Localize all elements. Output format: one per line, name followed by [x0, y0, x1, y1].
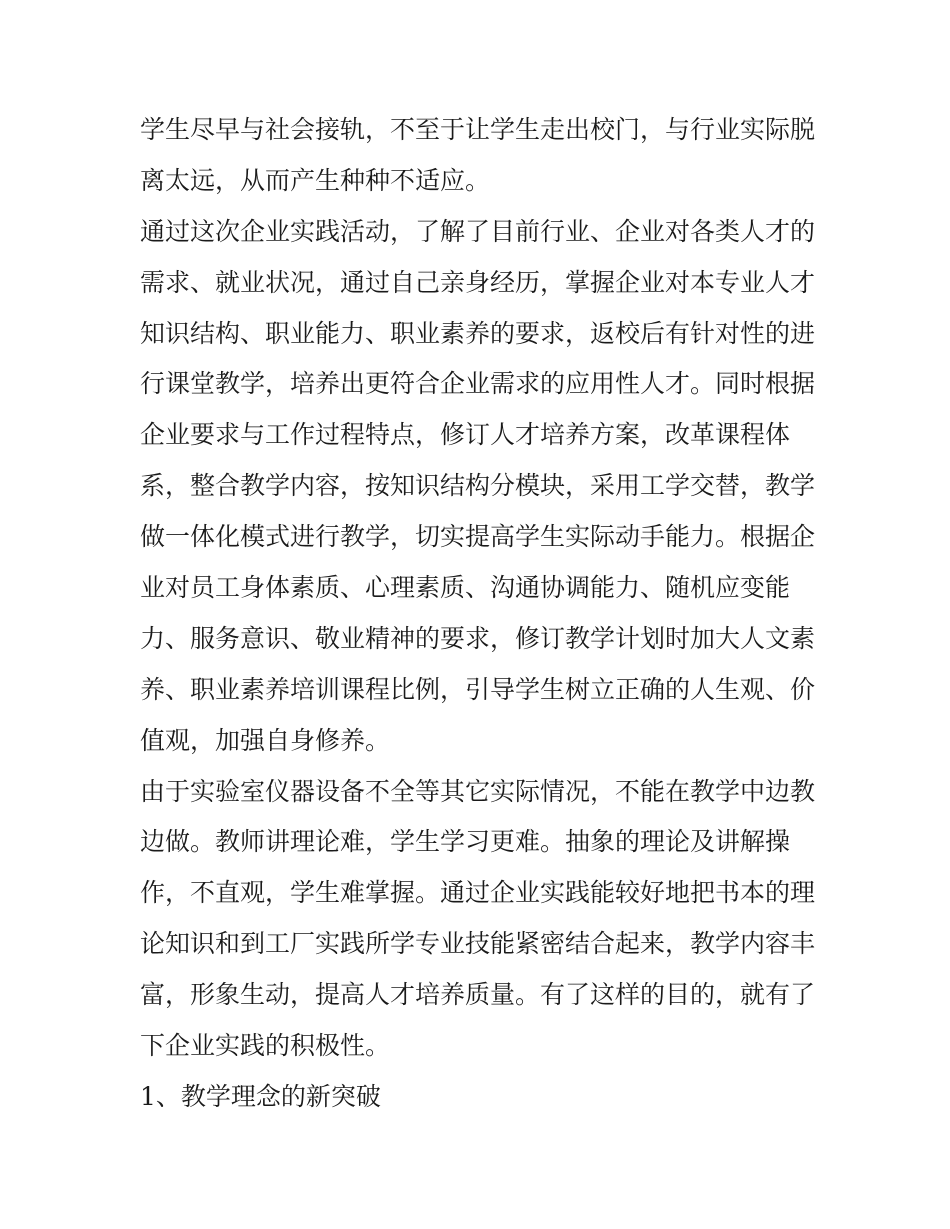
document-body	[140, 105, 820, 1123]
heading-line: 1、教学理念的新突破	[140, 1081, 381, 1111]
text-line: 值观，加强自身修养。	[140, 725, 391, 755]
text-line: 系，整合教学内容，按知识结构分模块，采用工学交替，教学	[140, 471, 816, 501]
text-line: 需求、就业状况，通过自己亲身经历，掌握企业对本专业人才	[140, 267, 816, 297]
text-line: 论知识和到工厂实践所学专业技能紧密结合起来，教学内容丰	[140, 929, 816, 959]
text-line: 学生尽早与社会接轨，不至于让学生走出校门，与行业实际脱	[140, 115, 816, 144]
text-line: 通过这次企业实践活动，了解了目前行业、企业对各类人才的	[140, 216, 816, 246]
text-line: 边做。教师讲理论难，学生学习更难。抽象的理论及讲解操	[140, 827, 791, 857]
paragraph-3	[140, 767, 820, 1072]
paragraph-1	[140, 105, 820, 207]
text-line: 富，形象生动，提高人才培养质量。有了这样的目的，就有了	[140, 980, 816, 1010]
text-line: 作，不直观，学生难掌握。通过企业实践能较好地把书本的理	[140, 878, 816, 908]
text-line: 知识结构、职业能力、职业素养的要求，返校后有针对性的进	[140, 318, 816, 348]
section-heading	[140, 1072, 820, 1123]
text-line: 离太远，从而产生种种不适应。	[140, 165, 491, 195]
text-line: 下企业实践的积极性。	[140, 1031, 391, 1061]
text-line: 业对员工身体素质、心理素质、沟通协调能力、随机应变能	[140, 573, 791, 603]
text-line: 企业要求与工作过程特点，修订人才培养方案，改革课程体	[140, 420, 791, 450]
text-line: 力、服务意识、敬业精神的要求，修订教学计划时加大人文素	[140, 623, 816, 653]
text-line: 由于实验室仪器设备不全等其它实际情况，不能在教学中边教	[140, 776, 816, 806]
paragraph-2	[140, 207, 820, 767]
text-line: 养、职业素养培训课程比例，引导学生树立正确的人生观、价	[140, 674, 816, 704]
text-line: 做一体化模式进行教学，切实提高学生实际动手能力。根据企	[140, 522, 816, 552]
text-line: 行课堂教学，培养出更符合企业需求的应用性人才。同时根据	[140, 369, 816, 399]
